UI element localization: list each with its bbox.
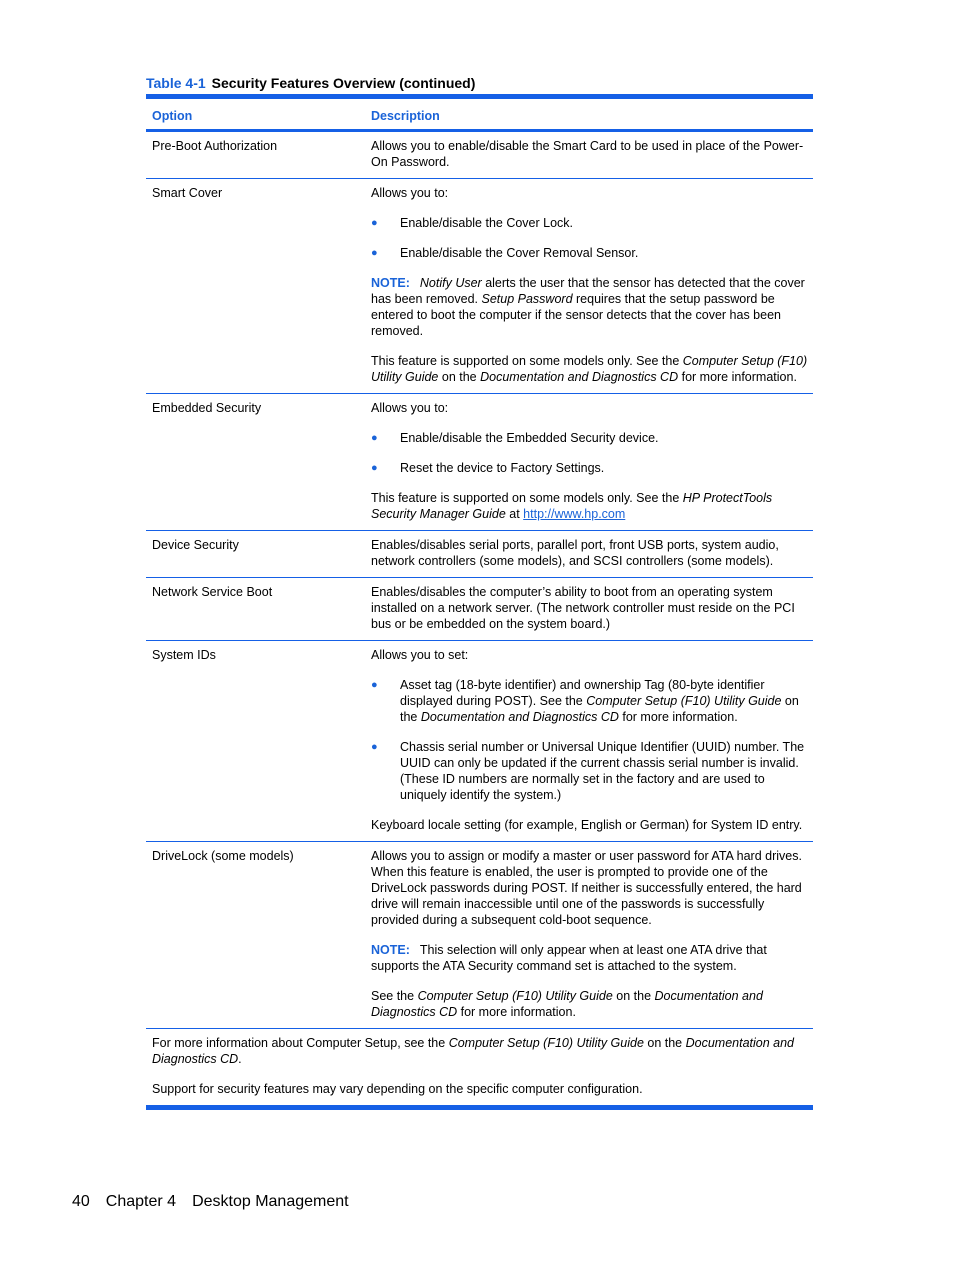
note-label: NOTE:	[371, 276, 410, 290]
text-run: This feature is supported on some models only. See the	[371, 491, 683, 505]
list-item	[371, 215, 808, 231]
bullet-icon: ●	[371, 217, 378, 229]
option-cell: Embedded Security	[152, 401, 262, 415]
text-run: for more information.	[457, 1005, 576, 1019]
description-cell	[371, 132, 813, 178]
description-cell	[371, 179, 813, 393]
table-row	[146, 394, 813, 531]
text-run: on the	[643, 1036, 686, 1050]
bullet-icon: ●	[371, 247, 378, 259]
option-cell: DriveLock (some models)	[152, 849, 294, 863]
description-cell	[371, 531, 813, 577]
description-cell	[371, 394, 813, 530]
description-text: Enables/disables serial ports, parallel port, front USB ports, system audio, network controllers (some models), and SCSI controllers (some models).	[371, 538, 779, 568]
text-run: at	[505, 507, 524, 521]
intro-text: Allows you to:	[371, 401, 449, 415]
table-caption	[146, 74, 475, 92]
table-row	[146, 578, 813, 641]
table-row	[146, 842, 813, 1029]
list-item-text: Reset the device to Factory Settings.	[400, 461, 605, 475]
guide-title: Computer Setup (F10) Utility Guide	[417, 989, 613, 1003]
list-item	[371, 430, 808, 446]
note	[371, 275, 808, 339]
intro-text: Allows you to set:	[371, 648, 469, 662]
description-cell	[371, 842, 813, 1028]
note	[371, 942, 808, 974]
text-run: Asset tag (18-byte identifier) and ownership Tag (80-byte identifier displayed during POST). See the	[400, 678, 765, 708]
list-item-text: Enable/disable the Cover Lock.	[400, 216, 574, 230]
list-item	[371, 460, 808, 476]
option-cell: Smart Cover	[152, 186, 223, 200]
list-item-text	[400, 677, 808, 725]
description-text: Enables/disables the computer’s ability to boot from an operating system installed on a network server. (The network controller must reside on the PCI bus or be embedded on the system board.)	[371, 585, 795, 631]
bullet-icon: ●	[371, 679, 378, 691]
bullet-icon: ●	[371, 432, 378, 444]
list-item	[371, 245, 808, 261]
table-number: Table 4-1	[146, 75, 206, 91]
note-label: NOTE:	[371, 943, 410, 957]
guide-title: Computer Setup (F10) Utility Guide	[448, 1036, 644, 1050]
column-header-option: Option	[152, 109, 193, 123]
table-row	[146, 179, 813, 394]
bullet-icon: ●	[371, 741, 378, 753]
chapter-title: Desktop Management	[192, 1193, 349, 1210]
option-cell: Pre-Boot Authorization	[152, 139, 278, 153]
option-cell: Device Security	[152, 538, 239, 552]
option-cell: System IDs	[152, 648, 216, 662]
footnote-support: Support for security features may vary depending on the specific computer configuration.	[152, 1082, 643, 1096]
note-italic: Notify User	[419, 276, 482, 290]
description-text: Allows you to enable/disable the Smart Card to be used in place of the Power-On Password.	[371, 139, 804, 169]
support-text	[371, 490, 808, 522]
intro-text: Allows you to:	[371, 186, 449, 200]
text-run: on the	[400, 694, 799, 724]
text-run: See the	[371, 989, 418, 1003]
description-cell	[371, 641, 813, 841]
text-run: for more information.	[678, 370, 797, 384]
guide-title: HP ProtectTools Security Manager Guide	[371, 491, 773, 521]
guide-title: Computer Setup (F10) Utility Guide	[371, 354, 808, 384]
table-footnote	[146, 1029, 813, 1110]
note-text: requires that the setup password be entered to boot the computer if the sensor detects that the cover has been removed.	[371, 292, 781, 338]
bullet-icon: ●	[371, 462, 378, 474]
column-header-description: Description	[371, 109, 440, 123]
support-text	[371, 353, 808, 385]
hp-website-link[interactable]: http://www.hp.com	[523, 507, 626, 521]
text-run: on the	[438, 370, 481, 384]
text-run: This feature is supported on some models only. See the	[371, 354, 683, 368]
chapter-label: Chapter 4	[105, 1193, 177, 1210]
footnote-more-info	[152, 1035, 808, 1067]
guide-title: Computer Setup (F10) Utility Guide	[586, 694, 782, 708]
cd-title: Documentation and Diagnostics CD	[480, 370, 679, 384]
text-run: For more information about Computer Setup, see the	[152, 1036, 449, 1050]
note-text: alerts the user that the sensor has detected that the cover has been removed.	[371, 276, 805, 306]
text-run: .	[238, 1052, 242, 1066]
security-features-table	[146, 94, 813, 1110]
see-text	[371, 988, 808, 1020]
table-header-row	[146, 99, 813, 132]
description-text: Allows you to assign or modify a master or user password for ATA hard drives. When this feature is enabled, the user is prompted to provide one of the DriveLock passwords during POST. If neither is successfully entered, the hard drive will remain inaccessible until one of the passwords is successfully provided during a subsequent cold-boot sequence.	[371, 849, 802, 927]
description-cell	[371, 578, 813, 640]
text-run: on the	[612, 989, 655, 1003]
cd-title: Documentation and Diagnostics CD	[371, 989, 763, 1019]
list-item-text: Enable/disable the Cover Removal Sensor.	[400, 246, 639, 260]
list-item	[371, 677, 808, 725]
description-text: Keyboard locale setting (for example, English or German) for System ID entry.	[371, 818, 803, 832]
table-row	[146, 531, 813, 578]
cd-title: Documentation and Diagnostics CD	[152, 1036, 795, 1066]
cd-title: Documentation and Diagnostics CD	[420, 710, 619, 724]
text-run: for more information.	[618, 710, 738, 724]
note-italic: Setup Password	[481, 292, 573, 306]
list-item-text: Chassis serial number or Universal Unique Identifier (UUID) number. The UUID can only be updated if the current chassis serial number is invalid. (These ID numbers are normally set in the factory and are used to uniquely identify the system.)	[400, 740, 805, 802]
option-cell: Network Service Boot	[152, 585, 273, 599]
list-item-text: Enable/disable the Embedded Security device.	[400, 431, 659, 445]
list-item	[371, 739, 808, 803]
table-title: Security Features Overview (continued)	[211, 75, 476, 91]
page-footer	[72, 1192, 365, 1212]
table-row	[146, 641, 813, 842]
note-text: This selection will only appear when at least one ATA drive that supports the ATA Security command set is attached to the system.	[371, 943, 767, 973]
page-number: 40	[72, 1193, 90, 1210]
table-row	[146, 132, 813, 179]
